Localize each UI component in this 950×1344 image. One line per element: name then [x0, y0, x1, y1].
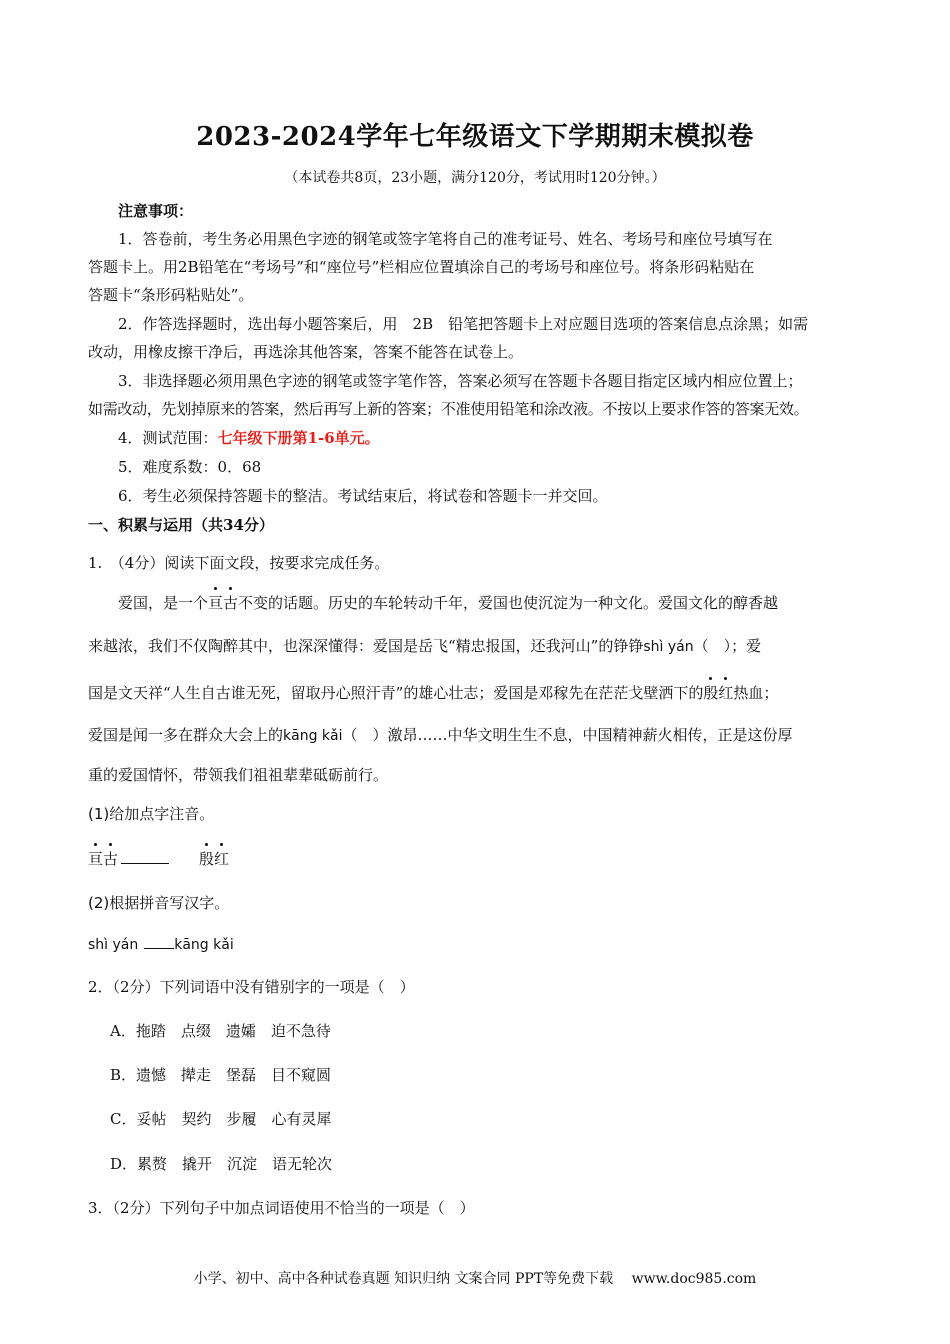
dotted-char: 古: [103, 850, 119, 868]
pinyin-prompt: shì yán: [88, 937, 139, 953]
notice-item-3-line-2: 如需改动，先划掉原来的答案，然后再写上新的答案；不准使用铅笔和涂改液。不按以上要求作答的答案无效。: [88, 400, 809, 418]
passage-line-4: [88, 724, 793, 745]
question-1-stem: 1. （4分）阅读下面文段，按要求完成任务。: [88, 554, 390, 572]
page-footer: 小学、初中、高中各种试卷真题 知识归纳 文案合同 PPT等免费下载 www.doc985.com: [193, 1271, 757, 1287]
pinyin-prompt: kāng kǎi: [174, 937, 234, 953]
character-answer-row: [88, 934, 234, 953]
dotted-char: 殷: [703, 684, 719, 702]
passage-line-3: [88, 682, 778, 703]
passage-text: 不变的话题。历史的车轮转动千年，爱国也使沉淀为一种文化。爱国文化的醇香越: [238, 594, 779, 612]
passage-text: （ ）；爱: [693, 637, 762, 655]
notice-item-2-line-2: 改动，用橡皮擦干净后，再选涂其他答案，答案不能答在试卷上。: [88, 343, 524, 361]
pinyin-prompt: kāng kǎi: [283, 728, 343, 744]
passage-text: 爱国，是一个: [118, 594, 209, 612]
dotted-char: 红: [214, 850, 230, 868]
dotted-char: 殷: [199, 850, 215, 868]
passage-line-2: [88, 635, 761, 656]
exam-info: （本试卷共8页，23小题，满分120分，考试用时120分钟。）: [284, 170, 666, 186]
notice-item-4: [118, 427, 380, 448]
notice-item-1-line-3: 答题卡“条形码粘贴处”。: [88, 286, 254, 304]
question-3-stem: 3．（2分）下列句子中加点词语使用不恰当的一项是（ ）: [88, 1199, 475, 1217]
answer-blank[interactable]: [121, 849, 169, 864]
option-b: B．遗憾 撵走 堡磊 目不窥圆: [110, 1066, 332, 1084]
option-c: C．妥帖 契约 步履 心有灵犀: [110, 1110, 332, 1128]
passage-line-1: [118, 592, 778, 613]
notice-item-6: 6．考生必须保持答题卡的整洁。考试结束后，将试卷和答题卡一并交回。: [118, 487, 608, 505]
notice-item-4-prefix: 4．测试范围：: [118, 429, 218, 447]
notice-item-5: 5．难度系数：0．68: [118, 458, 262, 476]
option-d: D．累赘 撬开 沉淀 语无轮次: [110, 1155, 333, 1173]
dotted-char: 亘: [208, 594, 224, 612]
notice-heading: 注意事项：: [118, 202, 194, 220]
passage-line-5: 重的爱国情怀，带领我们祖祖辈辈砥砺前行。: [88, 766, 389, 784]
passage-text: 热血；: [733, 684, 779, 702]
dotted-char: 亘: [88, 850, 104, 868]
dotted-char: 古: [223, 594, 239, 612]
dotted-char: 红: [718, 684, 734, 702]
page-title: 2023-2024学年七年级语文下学期期末模拟卷: [196, 122, 754, 152]
subquestion-2: (2)根据拼音写汉字。: [88, 894, 230, 912]
passage-text: 国是文天祥“人生自古谁无死，留取丹心照汗青”的雄心壮志；爱国是邓稼先在茫茫戈壁洒下的: [88, 684, 704, 702]
notice-item-1-line-2: 答题卡上。用2B铅笔在“考场号”和“座位号”栏相应位置填涂自己的考场号和座位号。将条形码粘贴在: [88, 258, 755, 276]
passage-text: （ ）激昂……中华文明生生不息，中国精神薪火相传，正是这份厚: [342, 726, 793, 744]
passage-text: 爱国是闻一多在群众大会上的: [88, 726, 284, 744]
question-2-stem: 2．（2分）下列词语中没有错别字的一项是（ ）: [88, 978, 415, 996]
subquestion-1: (1)给加点字注音。: [88, 805, 215, 823]
option-a: A．拖踏 点缀 遗孀 迫不急待: [110, 1022, 331, 1040]
phonetic-answer-row: [88, 848, 229, 869]
test-scope: 七年级下册第1-6单元。: [217, 429, 380, 447]
passage-text: 来越浓，我们不仅陶醉其中，也深深懂得：爱国是岳飞“精忠报国，还我河山”的铮铮: [88, 637, 644, 655]
notice-item-2-line-1: 2．作答选择题时，选出每小题答案后，用 2B 铅笔把答题卡上对应题目选项的答案信息点涂黑；如需: [118, 315, 809, 333]
section-heading: 一、积累与运用（共34分）: [88, 516, 274, 534]
notice-item-3-line-1: 3．非选择题必须用黑色字迹的钢笔或签字笔作答，答案必须写在答题卡各题目指定区域内相应位置上；: [118, 372, 803, 390]
answer-blank[interactable]: [144, 934, 174, 949]
notice-item-1-line-1: 1．答卷前，考生务必用黑色字迹的钢笔或签字笔将自己的准考证号、姓名、考场号和座位号填写在: [118, 230, 773, 248]
pinyin-prompt: shì yán: [643, 639, 694, 655]
